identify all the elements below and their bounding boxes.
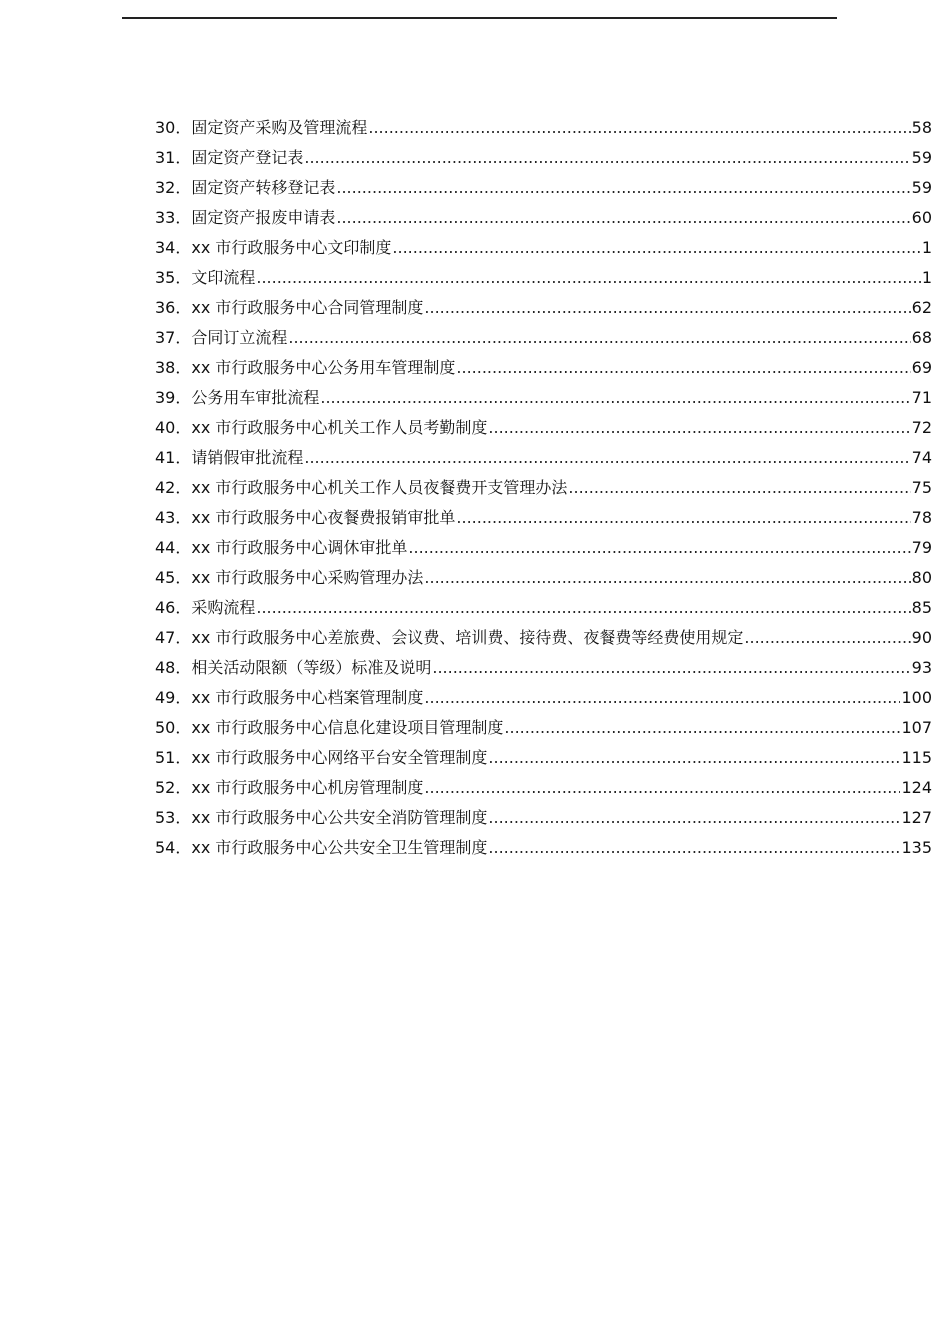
toc-entry[interactable] — [155, 323, 932, 353]
toc-entry-page: 69 — [911, 358, 932, 377]
toc-leader-dots — [432, 653, 910, 683]
toc-entry-page: 80 — [911, 568, 932, 587]
toc-entry[interactable] — [155, 353, 932, 383]
toc-entry[interactable] — [155, 143, 932, 173]
toc-entry[interactable] — [155, 713, 932, 743]
toc-entry[interactable] — [155, 773, 932, 803]
toc-entry[interactable] — [155, 473, 932, 503]
toc-leader-dots — [304, 143, 910, 173]
toc-entry[interactable] — [155, 653, 932, 683]
toc-entry-page: 100 — [901, 688, 932, 707]
header-rule — [122, 17, 837, 19]
toc-entry-title: 46．采购流程 — [155, 598, 256, 617]
toc-entry[interactable] — [155, 293, 932, 323]
toc-entry[interactable] — [155, 203, 932, 233]
toc-entry[interactable] — [155, 683, 932, 713]
toc-entry-title: 51．xx 市行政服务中心网络平台安全管理制度 — [155, 748, 488, 767]
toc-entry-title: 30．固定资产采购及管理流程 — [155, 118, 368, 137]
toc-entry-page: 79 — [911, 538, 932, 557]
toc-leader-dots — [336, 173, 910, 203]
toc-leader-dots — [408, 533, 910, 563]
toc-entry-page: 59 — [911, 178, 932, 197]
toc-entry-page: 75 — [911, 478, 932, 497]
toc-leader-dots — [424, 773, 900, 803]
toc-entry-page: 127 — [901, 808, 932, 827]
toc-entry[interactable] — [155, 383, 932, 413]
toc-leader-dots — [424, 683, 900, 713]
toc-leader-dots — [456, 503, 910, 533]
toc-entry-title: 52．xx 市行政服务中心机房管理制度 — [155, 778, 424, 797]
toc-entry-title: 33．固定资产报废申请表 — [155, 208, 336, 227]
toc-entry-page: 62 — [911, 298, 932, 317]
toc-entry[interactable] — [155, 743, 932, 773]
toc-entry-page: 60 — [911, 208, 932, 227]
toc-leader-dots — [568, 473, 910, 503]
toc-entry-page: 135 — [901, 838, 932, 857]
toc-entry-page: 72 — [911, 418, 932, 437]
toc-entry-page: 1 — [921, 268, 932, 287]
toc-entry-title: 39．公务用车审批流程 — [155, 388, 320, 407]
toc-leader-dots — [504, 713, 900, 743]
toc-entry[interactable] — [155, 233, 932, 263]
toc-entry-page: 93 — [911, 658, 932, 677]
toc-entry[interactable] — [155, 563, 932, 593]
toc-entry-page: 74 — [911, 448, 932, 467]
toc-entry-title: 45．xx 市行政服务中心采购管理办法 — [155, 568, 424, 587]
toc-entry[interactable] — [155, 113, 932, 143]
toc-leader-dots — [488, 413, 910, 443]
toc-entry-page: 68 — [911, 328, 932, 347]
toc-leader-dots — [320, 383, 910, 413]
toc-leader-dots — [392, 233, 920, 263]
toc-leader-dots — [488, 803, 900, 833]
toc-entry-page: 71 — [911, 388, 932, 407]
toc-entry-title: 54．xx 市行政服务中心公共安全卫生管理制度 — [155, 838, 488, 857]
toc-entry-title: 40．xx 市行政服务中心机关工作人员考勤制度 — [155, 418, 488, 437]
toc-leader-dots — [424, 563, 910, 593]
toc-leader-dots — [744, 623, 910, 653]
toc-leader-dots — [256, 263, 920, 293]
toc-entry[interactable] — [155, 593, 932, 623]
toc-entry-page: 78 — [911, 508, 932, 527]
toc-leader-dots — [304, 443, 910, 473]
toc-entry-page: 59 — [911, 148, 932, 167]
toc-entry-title: 44．xx 市行政服务中心调休审批单 — [155, 538, 408, 557]
toc-entry[interactable] — [155, 413, 932, 443]
toc-entry-title: 53．xx 市行政服务中心公共安全消防管理制度 — [155, 808, 488, 827]
toc-entry-page: 1 — [921, 238, 932, 257]
toc-entry-page: 107 — [901, 718, 932, 737]
toc-leader-dots — [424, 293, 910, 323]
toc-entry-title: 42．xx 市行政服务中心机关工作人员夜餐费开支管理办法 — [155, 478, 568, 497]
toc-entry-title: 49．xx 市行政服务中心档案管理制度 — [155, 688, 424, 707]
toc-entry-title: 48．相关活动限额（等级）标准及说明 — [155, 658, 432, 677]
table-of-contents — [155, 113, 932, 863]
toc-entry-title: 35．文印流程 — [155, 268, 256, 287]
toc-entry-title: 36．xx 市行政服务中心合同管理制度 — [155, 298, 424, 317]
toc-entry-title: 47．xx 市行政服务中心差旅费、会议费、培训费、接待费、夜餐费等经费使用规定 — [155, 628, 744, 647]
toc-entry-title: 31．固定资产登记表 — [155, 148, 304, 167]
toc-entry-page: 124 — [901, 778, 932, 797]
toc-leader-dots — [256, 593, 910, 623]
toc-entry[interactable] — [155, 173, 932, 203]
toc-entry-title: 43．xx 市行政服务中心夜餐费报销审批单 — [155, 508, 456, 527]
toc-entry-title: 50．xx 市行政服务中心信息化建设项目管理制度 — [155, 718, 504, 737]
toc-leader-dots — [456, 353, 910, 383]
toc-entry[interactable] — [155, 533, 932, 563]
toc-entry-title: 41．请销假审批流程 — [155, 448, 304, 467]
toc-leader-dots — [368, 113, 910, 143]
toc-entry-title: 38．xx 市行政服务中心公务用车管理制度 — [155, 358, 456, 377]
toc-leader-dots — [288, 323, 910, 353]
toc-leader-dots — [336, 203, 910, 233]
toc-leader-dots — [488, 743, 900, 773]
toc-entry-page: 115 — [901, 748, 932, 767]
toc-entry[interactable] — [155, 833, 932, 863]
toc-entry-page: 85 — [911, 598, 932, 617]
toc-entry-page: 58 — [911, 118, 932, 137]
toc-entry[interactable] — [155, 503, 932, 533]
toc-entry-page: 90 — [911, 628, 932, 647]
toc-entry-title: 37．合同订立流程 — [155, 328, 288, 347]
toc-entry[interactable] — [155, 803, 932, 833]
toc-entry-title: 34．xx 市行政服务中心文印制度 — [155, 238, 392, 257]
toc-entry[interactable] — [155, 443, 932, 473]
toc-entry-title: 32．固定资产转移登记表 — [155, 178, 336, 197]
toc-entry[interactable] — [155, 623, 932, 653]
toc-leader-dots — [488, 833, 900, 863]
toc-entry[interactable] — [155, 263, 932, 293]
